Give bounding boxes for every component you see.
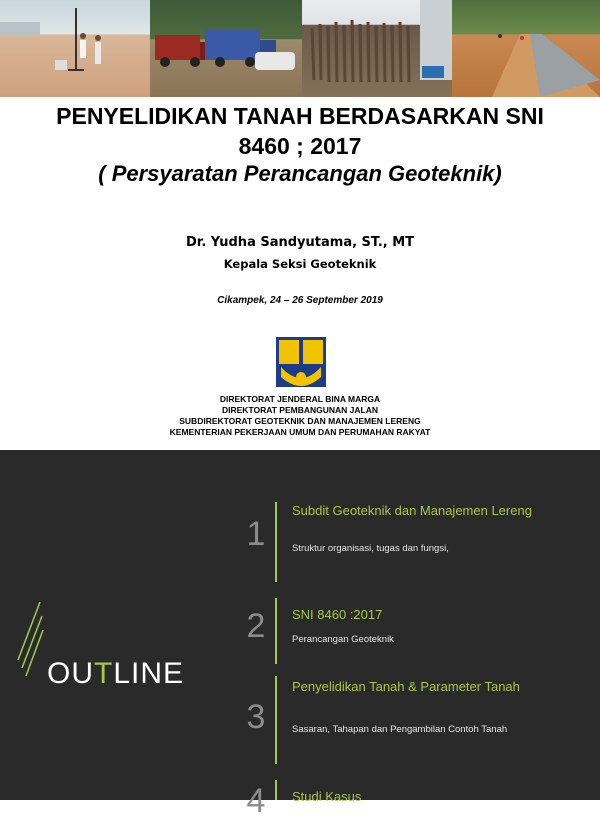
item-divider-3 xyxy=(275,676,277,764)
site-drilling-photo xyxy=(0,0,150,97)
item-sub-3: Sasaran, Tahapan dan Pengambilan Contoh Tanah xyxy=(292,724,508,735)
title-line-3: ( Persyaratan Perancangan Geoteknik) xyxy=(98,161,502,186)
outline-title-post: LINE xyxy=(113,657,185,690)
author-name: Dr. Yudha Sandyutama, ST., MT xyxy=(185,235,415,250)
outline-title-pre: OU xyxy=(47,657,94,690)
title-line-1: PENYELIDIKAN TANAH BERDASARKAN SNI xyxy=(56,103,544,129)
photo-strip xyxy=(0,0,600,97)
item-sub-1: Struktur organisasi, tugas dan fungsi, xyxy=(292,543,449,554)
outline-slide xyxy=(0,450,600,820)
item-number-3: 3 xyxy=(246,698,266,736)
item-number-2: 2 xyxy=(246,607,266,645)
item-title-2: SNI 8460 :2017 xyxy=(292,607,383,622)
event-date: Cikampek, 24 – 26 September 2019 xyxy=(217,295,383,306)
org-line-2: DIREKTORAT PEMBANGUNAN JALAN xyxy=(222,405,378,415)
org-line-4: KEMENTERIAN PEKERJAAN UMUM DAN PERUMAHAN RAKYAT xyxy=(169,427,431,437)
item-title-4: Studi Kasus xyxy=(292,789,362,804)
outline-title xyxy=(47,657,184,691)
timber-piles-photo xyxy=(302,0,452,97)
item-sub-2: Perancangan Geoteknik xyxy=(292,634,394,645)
item-divider-1 xyxy=(275,502,277,582)
item-title-3: Penyelidikan Tanah & Parameter Tanah xyxy=(292,679,520,694)
author-role: Kepala Seksi Geoteknik xyxy=(223,257,377,271)
pupr-logo-icon xyxy=(276,337,326,387)
org-line-3: SUBDIREKTORAT GEOTEKNIK DAN MANAJEMEN LERENG xyxy=(179,416,421,426)
item-number-4: 4 xyxy=(246,782,266,820)
item-title-1: Subdit Geoteknik dan Manajemen Lereng xyxy=(292,503,532,518)
title-line-2: 8460 ; 2017 xyxy=(238,133,362,159)
trucks-road-photo xyxy=(150,0,302,97)
outline-title-highlight: T xyxy=(94,657,114,690)
item-divider-2 xyxy=(275,598,277,664)
item-divider-4 xyxy=(275,780,277,800)
dirt-road-photo xyxy=(452,0,600,97)
item-number-1: 1 xyxy=(246,515,266,553)
org-line-1: DIREKTORAT JENDERAL BINA MARGA xyxy=(219,394,381,404)
diagonal-lines-icon xyxy=(14,600,44,680)
